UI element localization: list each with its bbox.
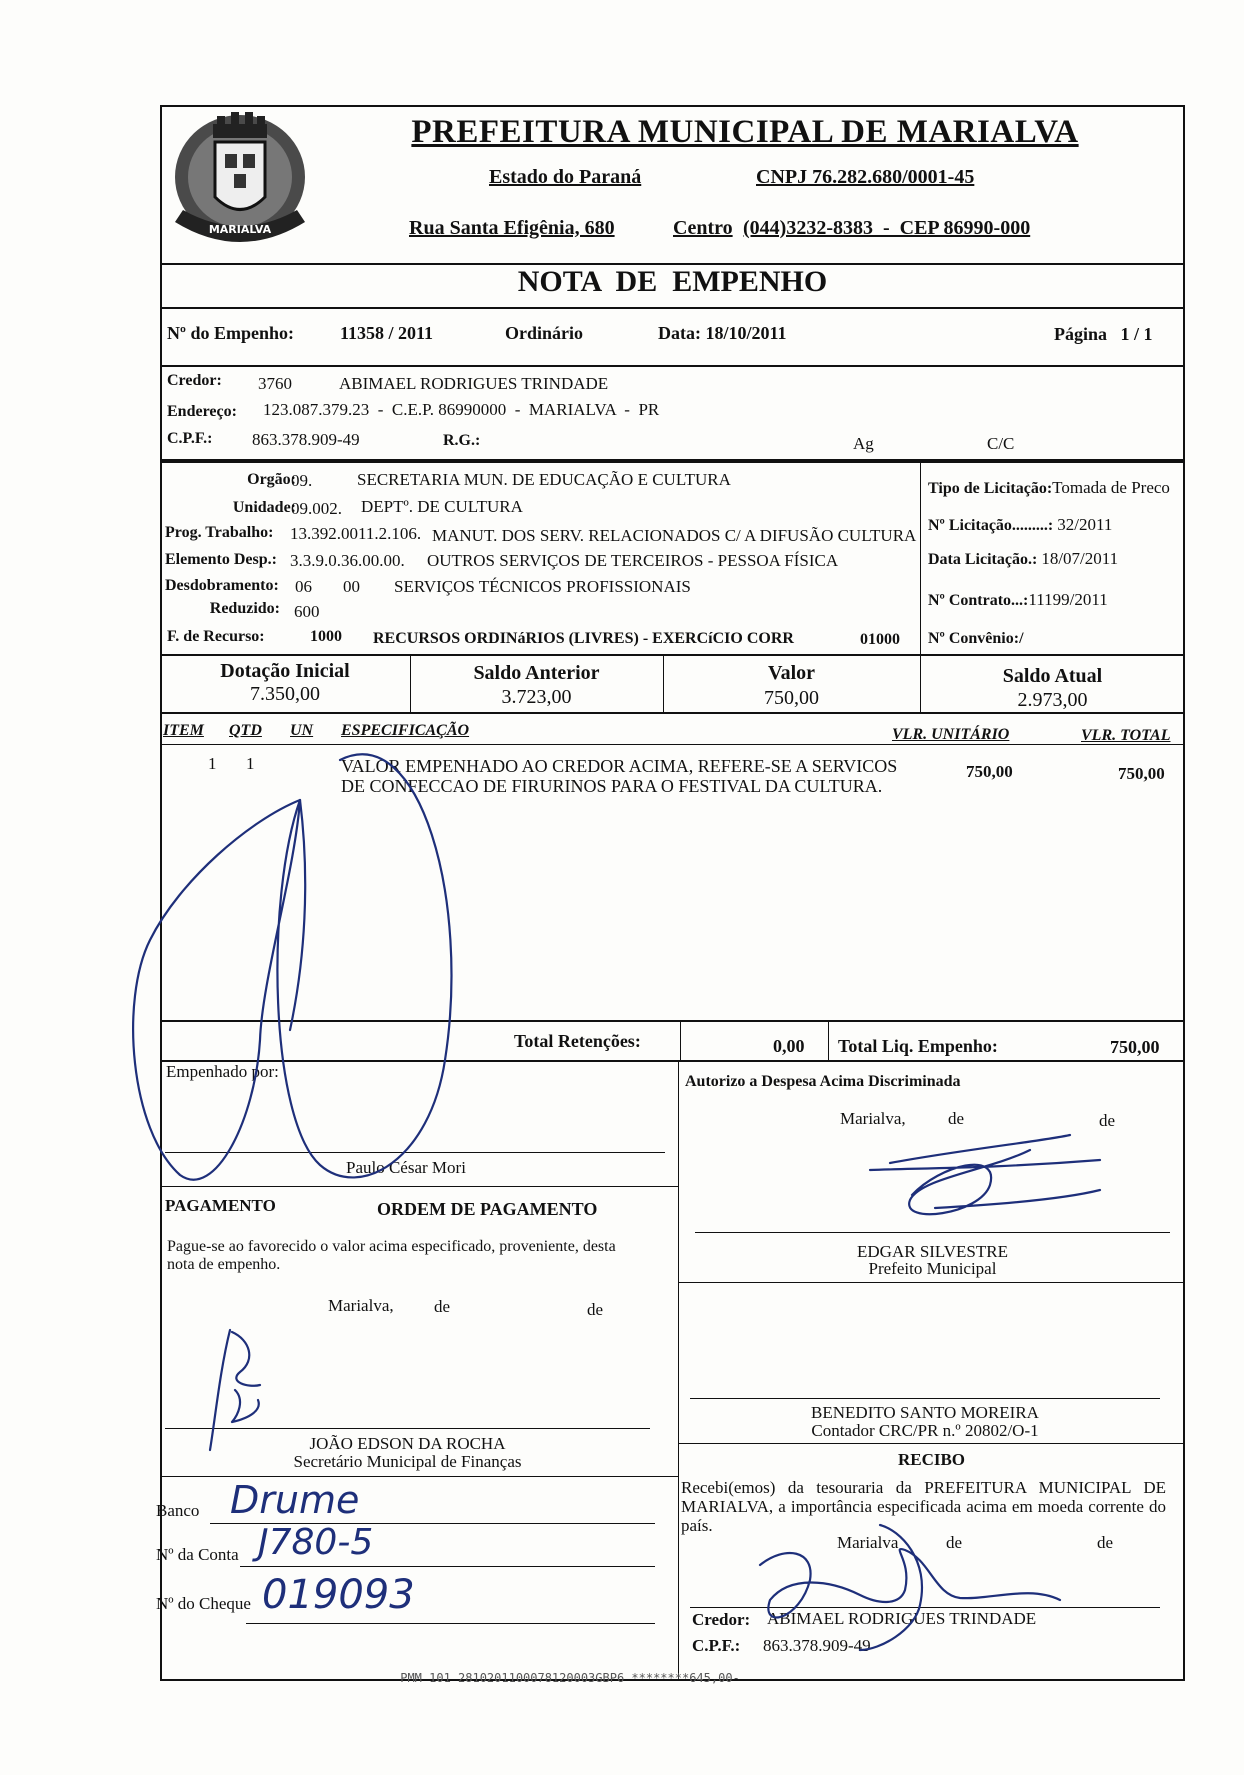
contrato-label: Nº Contrato...:	[928, 592, 1029, 609]
coat-of-arms-emblem	[165, 102, 315, 260]
conta-line	[240, 1566, 655, 1567]
recibo-cpf-label: C.P.F.:	[692, 1636, 741, 1655]
col-item: ITEM	[163, 722, 204, 739]
retencoes-label: Total Retenções:	[514, 1031, 641, 1051]
prog-label: Prog. Trabalho:	[165, 524, 274, 541]
pagamento-signature-line	[165, 1428, 650, 1429]
page-number: Página 1 / 1	[1054, 324, 1153, 344]
empenho-type: Ordinário	[505, 323, 584, 343]
col-un: UN	[290, 722, 314, 739]
autorizo-role: Prefeito Municipal	[868, 1259, 997, 1278]
orgao-code: 09.	[291, 471, 313, 490]
ordem-pagamento-title: ORDEM DE PAGAMENTO	[377, 1199, 598, 1219]
totals-divider-2	[828, 1020, 829, 1062]
autorizo-signer: EDGAR SILVESTRE	[857, 1242, 1008, 1261]
saldo-anterior-label: Saldo Anterior	[473, 662, 600, 684]
unidade-label: Unidade:	[232, 499, 296, 516]
saldo-atual-value: 2.973,00	[1017, 689, 1088, 711]
pagamento-de2: de	[587, 1300, 604, 1319]
recurso-label: F. de Recurso:	[167, 628, 265, 645]
dotacao-inicial-label: Dotação Inicial	[220, 660, 350, 682]
reduzido-label: Reduzido:	[209, 600, 280, 617]
recibo-place: Marialva	[837, 1533, 899, 1552]
empenhado-signature-line	[165, 1152, 665, 1153]
reduzido-value: 600	[294, 602, 320, 621]
phone-cep: (044)3232-8383 - CEP 86990-000	[743, 217, 1031, 239]
elemento-label: Elemento Desp.:	[165, 551, 277, 568]
totals-box	[160, 1020, 1185, 1062]
empenhado-por-label: Empenhado por:	[166, 1062, 279, 1081]
recurso-code: 1000	[310, 628, 342, 645]
licitacao-data-row	[928, 549, 1118, 569]
desdobramento-label: Desdobramento:	[165, 577, 279, 594]
orgao-label: Orgão:	[247, 471, 296, 488]
convenio-label: Nº Convênio:/	[928, 630, 1024, 647]
dotacao-inicial-value: 7.350,00	[250, 683, 320, 705]
cnpj: CNPJ 76.282.680/0001-45	[756, 166, 975, 188]
contrato-number: 11199/2011	[1028, 590, 1108, 609]
contrato-row	[928, 590, 1108, 610]
pagamento-role: Secretário Municipal de Finanças	[293, 1452, 522, 1471]
recibo-de2: de	[1097, 1533, 1114, 1552]
address-street: Rua Santa Efigênia, 680	[409, 217, 615, 239]
svg-text:MARIALVA: MARIALVA	[208, 223, 272, 236]
item-total-value: 750,00	[1118, 764, 1165, 783]
municipality-title: PREFEITURA MUNICIPAL DE MARIALVA	[411, 114, 1079, 150]
credor-address: 123.087.379.23 - C.E.P. 86990000 - MARIALVA - PR	[263, 400, 660, 419]
autorizo-signature-line	[695, 1232, 1170, 1233]
saldo-anterior-value: 3.723,00	[501, 686, 572, 708]
contador-signer: BENEDITO SANTO MOREIRA	[811, 1403, 1039, 1422]
licitacao-data: 18/07/2011	[1041, 549, 1119, 568]
col-vlr-total: VLR. TOTAL	[1081, 727, 1171, 744]
recurso-name: RECURSOS ORDINáRIOS (LIVRES) - EXERCíCIO CORR	[373, 630, 794, 647]
retencoes-value: 0,00	[773, 1036, 805, 1056]
credor-label: Credor:	[167, 372, 222, 389]
item-spec-line2: DE CONFECCAO DE FIRURINOS PARA O FESTIVAL DA CULTURA.	[341, 776, 883, 796]
elemento-name: OUTROS SERVIÇOS DE TERCEIROS - PESSOA FÍSICA	[427, 551, 839, 570]
totals-divider-1	[680, 1020, 681, 1062]
pagamento-signer: JOÃO EDSON DA ROCHA	[309, 1434, 506, 1453]
col-qtd: QTD	[229, 722, 262, 739]
licitacao-numero-row	[928, 515, 1112, 535]
items-header-rule	[160, 744, 1185, 745]
conta-label: Nº da Conta	[156, 1545, 239, 1564]
cpf-label: C.P.F.:	[167, 430, 213, 447]
footer-code: PMM 101 2810201100078120003GBP6 ********645,00-	[400, 1671, 740, 1685]
empenho-number-label: Nº do Empenho:	[167, 323, 294, 343]
recibo-de1: de	[946, 1533, 963, 1552]
valor-label: Valor	[767, 662, 816, 684]
contador-signature-line	[690, 1398, 1160, 1399]
contador-rule	[678, 1282, 1185, 1283]
pagamento-text: Pague-se ao favorecido o valor acima especificado, proveniente, desta nota de empenho.	[167, 1238, 616, 1273]
contador-role: Contador CRC/PR n.º 20802/O-1	[811, 1421, 1039, 1440]
licitacao-data-label: Data Licitação.:	[928, 551, 1038, 568]
cheque-line	[246, 1623, 655, 1624]
banco-handwritten: Drume	[230, 1478, 360, 1522]
lower-divider	[678, 1060, 679, 1681]
total-liq-label: Total Liq. Empenho:	[838, 1036, 998, 1056]
pagamento-rule	[160, 1186, 678, 1187]
unidade-code: 09.002.	[291, 499, 342, 518]
unidade-name: DEPTº. DE CULTURA	[361, 497, 523, 516]
credor-cpf: 863.378.909-49	[252, 430, 360, 449]
licitacao-numero-label: Nº Licitação.........:	[928, 517, 1054, 534]
recibo-text: Recebi(emos) da tesouraria da PREFEITURA MUNICIPAL DE MARIALVA, a importância especificada acima em moeda corrente do país.	[681, 1478, 1166, 1535]
licitacao-tipo-label-text: Tipo de Licitação:	[928, 480, 1053, 497]
recibo-rule	[678, 1443, 1185, 1444]
state-name: Estado do Paraná	[489, 166, 642, 188]
elemento-code: 3.3.9.0.36.00.00.	[290, 551, 405, 570]
licitacao-numero: 32/2011	[1057, 515, 1113, 534]
ag-label: Ag	[853, 434, 874, 453]
empenho-number: 11358 / 2011	[340, 323, 434, 343]
licitacao-tipo: Tomada de Preco	[1052, 478, 1170, 497]
coat-of-arms-icon	[165, 102, 315, 260]
total-liq-value: 750,00	[1110, 1037, 1160, 1057]
budget-divider	[920, 461, 921, 656]
col-vlr-unitario: VLR. UNITÁRIO	[892, 726, 1010, 743]
recibo-credor: ABIMAEL RODRIGUES TRINDADE	[767, 1609, 1037, 1628]
address-district: Centro	[673, 217, 733, 239]
desdobramento-code2: 00	[343, 577, 360, 596]
prog-code: 13.392.0011.2.106.	[290, 524, 422, 543]
empenhado-signer: Paulo César Mori	[346, 1158, 466, 1177]
item-qtd: 1	[246, 754, 255, 773]
item-unit-value: 750,00	[966, 762, 1013, 781]
item-number: 1	[208, 754, 217, 773]
desdobramento-code1: 06	[295, 577, 312, 596]
recibo-credor-label: Credor:	[692, 1610, 751, 1629]
cheque-handwritten: 019093	[262, 1572, 415, 1618]
doc-title: NOTA DE EMPENHO	[517, 265, 828, 298]
autorizo-de2: de	[1099, 1111, 1116, 1130]
banco-label: Banco	[156, 1501, 200, 1520]
licitacao-tipo-label	[928, 478, 1170, 498]
credor-name: ABIMAEL RODRIGUES TRINDADE	[339, 374, 609, 393]
pagamento-de1: de	[434, 1297, 451, 1316]
orgao-name: SECRETARIA MUN. DE EDUCAÇÃO E CULTURA	[357, 470, 731, 489]
prog-name: MANUT. DOS SERV. RELACIONADOS C/ A DIFUSÃO CULTURA	[432, 526, 917, 545]
empenho-date: Data: 18/10/2011	[658, 323, 787, 343]
desdobramento-name: SERVIÇOS TÉCNICOS PROFISSIONAIS	[394, 577, 691, 596]
pagamento-place: Marialva,	[328, 1296, 394, 1315]
cheque-label: Nº do Cheque	[156, 1594, 251, 1613]
conta-handwritten: J780-5	[258, 1522, 374, 1563]
pagamento-label: PAGAMENTO	[165, 1196, 276, 1215]
autorizo-label: Autorizo a Despesa Acima Discriminada	[685, 1073, 961, 1090]
rg-label: R.G.:	[443, 432, 481, 449]
recibo-signature-line	[690, 1607, 1160, 1608]
item-spec-line1: VALOR EMPENHADO AO CREDOR ACIMA, REFERE-SE A SERVICOS	[341, 756, 898, 776]
recurso-suffix: 01000	[860, 631, 900, 648]
valor-value: 750,00	[764, 687, 819, 709]
recibo-cpf: 863.378.909-49	[763, 1636, 871, 1655]
autorizo-place: Marialva,	[840, 1109, 906, 1128]
banco-rule	[160, 1476, 678, 1477]
autorizo-de1: de	[948, 1109, 965, 1128]
credor-code: 3760	[258, 374, 292, 393]
address-label: Endereço:	[167, 403, 237, 420]
saldo-atual-label: Saldo Atual	[1002, 665, 1103, 687]
recibo-title: RECIBO	[897, 1450, 966, 1469]
cc-label: C/C	[987, 434, 1015, 453]
col-especificacao: ESPECIFICAÇÃO	[341, 722, 470, 739]
